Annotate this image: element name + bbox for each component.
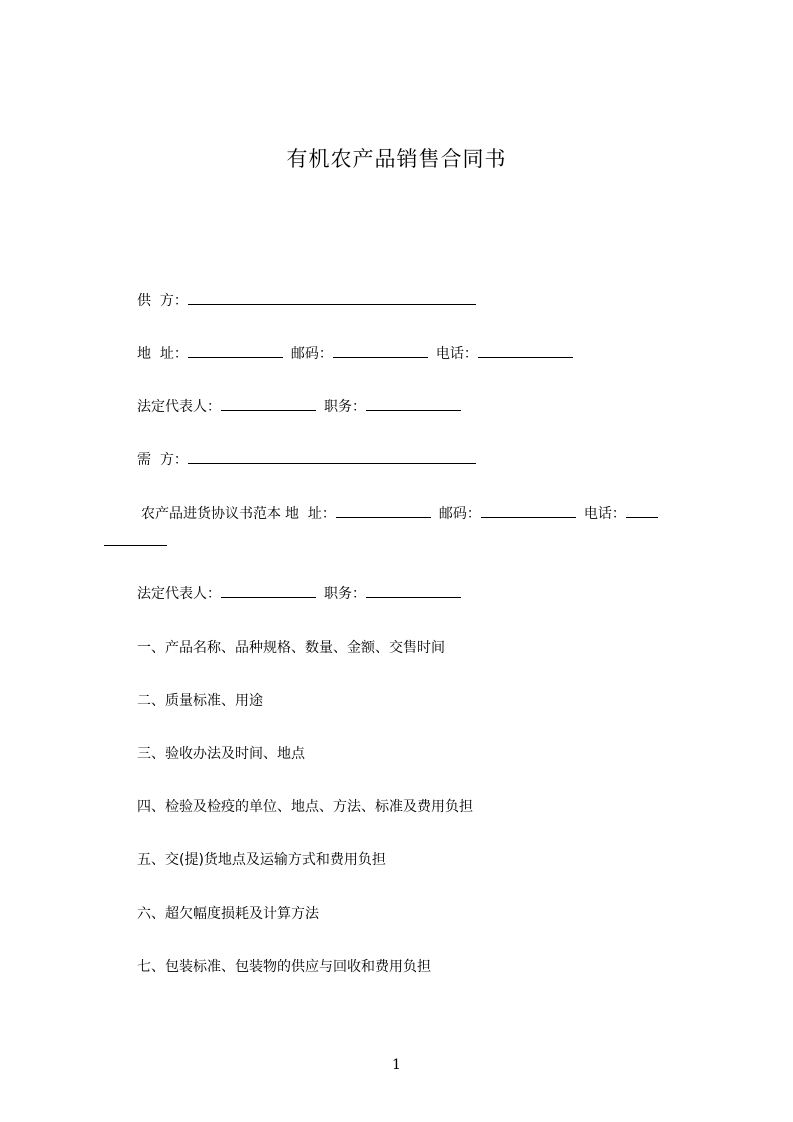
supplier-blank[interactable] bbox=[188, 292, 476, 305]
supplier-line bbox=[137, 292, 484, 310]
buyer-phone-blank-wrap[interactable] bbox=[104, 545, 167, 546]
supplier-position-blank[interactable] bbox=[366, 398, 461, 411]
section-heading-1: 一、产品名称、品种规格、数量、金额、交售时间 bbox=[137, 640, 445, 656]
supplier-address-label: 地 址： bbox=[137, 346, 188, 362]
supplier-rep-blank[interactable] bbox=[221, 398, 316, 411]
section-heading-6: 六、超欠幅度损耗及计算方法 bbox=[137, 906, 319, 922]
supplier-rep-label: 法定代表人： bbox=[137, 399, 221, 415]
buyer-rep-line bbox=[137, 585, 469, 603]
supplier-zip-label: 邮码： bbox=[290, 346, 333, 362]
buyer-rep-blank[interactable] bbox=[221, 585, 316, 598]
buyer-zip-blank[interactable] bbox=[481, 505, 576, 518]
supplier-label: 供 方： bbox=[137, 293, 188, 309]
buyer-zip-label: 邮码： bbox=[438, 506, 481, 522]
supplier-phone-blank[interactable] bbox=[478, 345, 573, 358]
section-heading-5: 五、交(提)货地点及运输方式和费用负担 bbox=[137, 852, 386, 868]
supplier-address-blank[interactable] bbox=[188, 345, 283, 358]
section-heading-3: 三、验收办法及时间、地点 bbox=[137, 746, 305, 762]
supplier-rep-line bbox=[137, 398, 469, 416]
buyer-phone-label: 电话： bbox=[583, 506, 626, 522]
buyer-address-prefix: 农产品进货协议书范本 bbox=[141, 506, 281, 522]
supplier-phone-label: 电话： bbox=[435, 346, 478, 362]
buyer-phone-blank[interactable] bbox=[626, 505, 658, 518]
section-heading-2: 二、质量标准、用途 bbox=[137, 693, 263, 709]
supplier-address-line bbox=[137, 345, 581, 363]
supplier-position-label: 职务： bbox=[324, 399, 366, 415]
buyer-blank[interactable] bbox=[188, 451, 476, 464]
buyer-address-blank[interactable] bbox=[336, 505, 431, 518]
buyer-address-line bbox=[141, 505, 658, 523]
page-number: 1 bbox=[392, 1057, 401, 1073]
buyer-position-blank[interactable] bbox=[366, 585, 461, 598]
section-heading-7: 七、包装标准、包装物的供应与回收和费用负担 bbox=[137, 959, 431, 975]
section-heading-4: 四、检验及检疫的单位、地点、方法、标准及费用负担 bbox=[137, 799, 473, 815]
buyer-line bbox=[137, 451, 484, 469]
buyer-label: 需 方： bbox=[137, 452, 188, 468]
document-title: 有机农产品销售合同书 bbox=[286, 147, 507, 171]
buyer-rep-label: 法定代表人： bbox=[137, 586, 221, 602]
buyer-position-label: 职务： bbox=[324, 586, 366, 602]
supplier-zip-blank[interactable] bbox=[333, 345, 428, 358]
buyer-address-label: 地 址： bbox=[285, 506, 336, 522]
